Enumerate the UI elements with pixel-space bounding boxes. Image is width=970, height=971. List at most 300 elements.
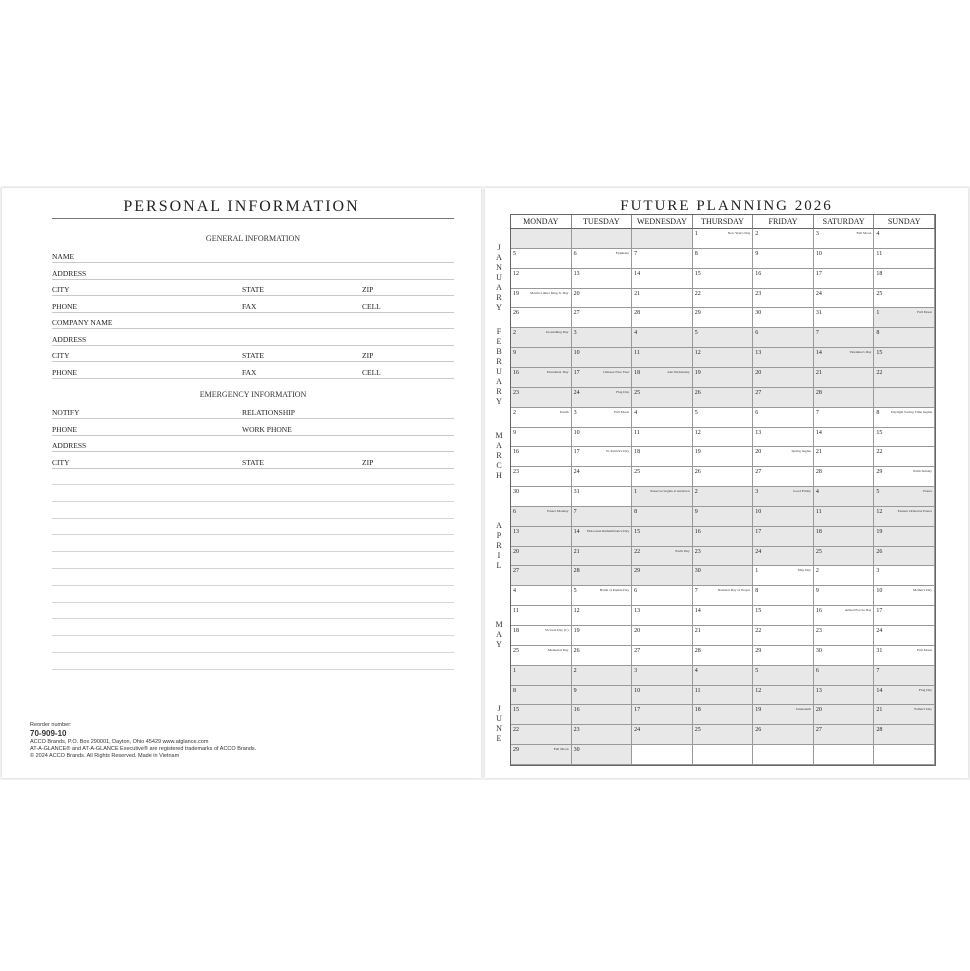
day-number: 10 — [634, 687, 641, 694]
day-number: 19 — [513, 290, 519, 297]
calendar-day-cell[interactable] — [693, 388, 754, 408]
calendar-day-cell[interactable] — [874, 368, 935, 388]
calendar-day-cell[interactable] — [693, 487, 754, 507]
calendar-day-cell[interactable] — [632, 527, 693, 547]
day-number: 7 — [694, 588, 698, 595]
note-line[interactable] — [52, 618, 454, 619]
general-info-row[interactable] — [52, 364, 454, 379]
field-label: NOTIFY — [52, 408, 80, 417]
day-number: 9 — [755, 250, 759, 257]
day-number: 20 — [755, 369, 762, 376]
calendar-day-cell[interactable] — [814, 626, 875, 646]
calendar-day-cell[interactable] — [572, 725, 633, 745]
calendar-day-cell[interactable] — [572, 348, 633, 368]
calendar-day-cell[interactable] — [511, 606, 572, 626]
calendar-day-cell[interactable] — [632, 666, 693, 686]
day-number: 16 — [755, 270, 762, 277]
calendar-day-cell[interactable] — [874, 507, 935, 527]
calendar-day-cell[interactable] — [814, 428, 875, 448]
calendar-day-cell[interactable] — [874, 408, 935, 428]
calendar-day-cell[interactable] — [693, 269, 754, 289]
calendar-day-cell[interactable] — [814, 527, 875, 547]
calendar-day-cell[interactable] — [572, 447, 633, 467]
calendar-day-cell[interactable] — [753, 308, 814, 328]
general-info-row[interactable] — [52, 281, 454, 296]
holiday-note: Groundhog Day — [545, 330, 569, 335]
holiday-note: Earth Day — [675, 548, 690, 553]
day-number: 18 — [694, 707, 701, 714]
day-number: 23 — [513, 469, 519, 476]
calendar-day-cell[interactable] — [753, 388, 814, 408]
calendar-day-cell[interactable] — [814, 586, 875, 606]
calendar-day-cell[interactable] — [693, 586, 754, 606]
day-number: 24 — [634, 727, 641, 734]
calendar-day-cell[interactable] — [632, 408, 693, 428]
calendar-day-cell[interactable] — [572, 368, 633, 388]
emergency-info-row[interactable] — [52, 421, 454, 436]
calendar-day-cell[interactable] — [814, 328, 875, 348]
calendar-day-cell[interactable] — [511, 428, 572, 448]
calendar-day-cell[interactable] — [632, 348, 693, 368]
calendar-day-cell[interactable] — [753, 527, 814, 547]
calendar-day-cell[interactable] — [632, 507, 693, 527]
holiday-note: Battle of Puebla Day — [599, 588, 630, 593]
calendar-day-cell[interactable] — [874, 229, 935, 249]
calendar-day-cell[interactable] — [511, 308, 572, 328]
calendar-day-cell[interactable] — [572, 269, 633, 289]
day-number: 19 — [694, 449, 701, 456]
calendar-day-cell[interactable] — [874, 745, 935, 765]
day-number: 15 — [876, 429, 883, 436]
calendar-day-cell[interactable] — [874, 289, 935, 309]
calendar-day-cell[interactable] — [511, 408, 572, 428]
day-number: 29 — [694, 310, 701, 317]
day-number: 28 — [573, 568, 580, 575]
calendar-day-cell[interactable] — [572, 289, 633, 309]
calendar-day-cell[interactable] — [632, 606, 693, 626]
calendar-day-cell[interactable] — [753, 487, 814, 507]
calendar-day-cell[interactable] — [632, 328, 693, 348]
calendar-day-cell[interactable] — [874, 686, 935, 706]
calendar-day-cell[interactable] — [632, 308, 693, 328]
calendar-day-cell[interactable] — [814, 308, 875, 328]
calendar-day-cell[interactable] — [693, 328, 754, 348]
calendar-day-cell[interactable] — [874, 606, 935, 626]
day-number: 19 — [694, 369, 701, 376]
calendar-day-cell[interactable] — [753, 686, 814, 706]
day-number: 20 — [513, 548, 519, 555]
holiday-note: New Year's Day — [727, 231, 751, 235]
day-number: 2 — [513, 330, 516, 337]
general-info-row[interactable] — [52, 248, 454, 263]
calendar-day-cell[interactable] — [632, 487, 693, 507]
calendar-day-cell[interactable] — [693, 745, 754, 765]
calendar-day-cell[interactable] — [693, 348, 754, 368]
general-info-row[interactable] — [52, 298, 454, 313]
day-number: 14 — [694, 608, 701, 615]
day-number: 16 — [513, 449, 519, 456]
field-label: RELATIONSHIP — [242, 408, 295, 417]
calendar-day-cell[interactable] — [814, 408, 875, 428]
emergency-info-row[interactable] — [52, 454, 454, 469]
day-number: 12 — [513, 270, 519, 277]
calendar-day-cell[interactable] — [874, 269, 935, 289]
calendar-day-cell[interactable] — [693, 308, 754, 328]
calendar-day-cell[interactable] — [632, 745, 693, 765]
calendar-day-cell[interactable] — [511, 249, 572, 269]
day-number: 13 — [513, 528, 519, 535]
calendar-day-cell[interactable] — [693, 447, 754, 467]
calendar-day-cell[interactable] — [874, 328, 935, 348]
calendar-day-cell[interactable] — [511, 646, 572, 666]
calendar-day-cell[interactable] — [572, 408, 633, 428]
calendar-day-cell[interactable] — [632, 626, 693, 646]
day-number: 24 — [815, 290, 822, 297]
calendar-day-cell[interactable] — [632, 368, 693, 388]
calendar-day-cell[interactable] — [753, 606, 814, 626]
calendar-day-cell[interactable] — [632, 269, 693, 289]
field-label: CELL — [362, 367, 381, 377]
calendar-day-cell[interactable] — [874, 348, 935, 368]
calendar-day-cell[interactable] — [753, 249, 814, 269]
day-number: 26 — [755, 727, 762, 734]
calendar-day-cell[interactable] — [511, 666, 572, 686]
general-info-row[interactable] — [52, 314, 454, 329]
day-number: 24 — [573, 469, 580, 476]
day-number: 21 — [634, 290, 641, 297]
calendar-day-cell[interactable] — [511, 388, 572, 408]
day-number: 18 — [815, 528, 822, 535]
calendar-day-cell[interactable] — [572, 527, 633, 547]
day-number: 30 — [815, 647, 822, 654]
calendar-day-cell[interactable] — [693, 686, 754, 706]
calendar-day-cell[interactable] — [753, 745, 814, 765]
footer-line: © 2024 ACCO Brands. All Rights Reserved. Made in Vietnam — [30, 753, 180, 759]
calendar-day-cell[interactable] — [693, 547, 754, 567]
general-info-row[interactable] — [52, 265, 454, 280]
calendar-day-cell[interactable] — [874, 447, 935, 467]
general-info-row[interactable] — [52, 331, 454, 346]
calendar-day-cell[interactable] — [572, 388, 633, 408]
calendar-day-cell[interactable] — [693, 229, 754, 249]
day-number: 7 — [815, 330, 819, 337]
calendar-day-cell[interactable] — [693, 606, 754, 626]
calendar-day-cell[interactable] — [753, 547, 814, 567]
calendar-day-cell[interactable] — [511, 626, 572, 646]
calendar-day-cell[interactable] — [572, 328, 633, 348]
calendar-day-cell[interactable] — [572, 428, 633, 448]
field-label: CITY — [52, 285, 70, 294]
day-number: 14 — [573, 528, 580, 535]
day-number: 6 — [815, 667, 819, 674]
note-line[interactable] — [52, 501, 454, 502]
calendar-day-cell[interactable] — [693, 705, 754, 725]
calendar-day-cell[interactable] — [632, 289, 693, 309]
day-number: 25 — [876, 290, 883, 297]
calendar-day-cell[interactable] — [753, 705, 814, 725]
calendar-day-cell[interactable] — [693, 467, 754, 487]
calendar-day-cell[interactable] — [572, 507, 633, 527]
field-label: NAME — [52, 252, 75, 261]
day-number: 23 — [513, 389, 519, 396]
note-line[interactable] — [52, 585, 454, 586]
calendar-day-cell[interactable] — [693, 626, 754, 646]
note-line[interactable] — [52, 551, 454, 552]
day-number: 3 — [573, 409, 577, 416]
day-number: 14 — [634, 270, 641, 277]
calendar-day-cell[interactable] — [874, 547, 935, 567]
day-number: 17 — [573, 449, 580, 456]
day-number: 25 — [694, 727, 701, 734]
calendar-day-cell[interactable] — [632, 229, 693, 249]
calendar-day-cell[interactable] — [753, 725, 814, 745]
note-line[interactable] — [52, 534, 454, 535]
calendar-day-cell[interactable] — [814, 725, 875, 745]
calendar-day-cell[interactable] — [632, 725, 693, 745]
calendar-day-cell[interactable] — [814, 705, 875, 725]
field-label: ZIP — [362, 457, 374, 467]
holiday-note: Armed Forces Day — [844, 608, 872, 613]
calendar-day-cell[interactable] — [814, 368, 875, 388]
calendar-day-cell[interactable] — [632, 566, 693, 586]
calendar-day-cell[interactable] — [693, 666, 754, 686]
calendar-day-cell[interactable] — [572, 467, 633, 487]
calendar-day-cell[interactable] — [632, 428, 693, 448]
calendar-day-cell[interactable] — [632, 705, 693, 725]
note-line[interactable] — [52, 602, 454, 603]
calendar-day-cell[interactable] — [511, 487, 572, 507]
day-number: 5 — [876, 489, 880, 496]
day-number: 12 — [876, 508, 883, 515]
calendar-day-cell[interactable] — [632, 646, 693, 666]
holiday-note: Presidents' Day — [546, 369, 569, 374]
calendar-day-cell[interactable] — [511, 725, 572, 745]
calendar-day-cell[interactable] — [753, 666, 814, 686]
calendar-day-cell[interactable] — [693, 368, 754, 388]
calendar-day-cell[interactable] — [693, 646, 754, 666]
calendar-day-cell[interactable] — [753, 507, 814, 527]
day-number: 19 — [573, 628, 580, 635]
calendar-day-cell[interactable] — [572, 586, 633, 606]
calendar-day-cell[interactable] — [814, 745, 875, 765]
calendar-day-cell[interactable] — [814, 229, 875, 249]
calendar-day-cell[interactable] — [511, 328, 572, 348]
day-number: 29 — [876, 469, 883, 476]
day-number: 4 — [513, 588, 516, 595]
note-line[interactable] — [52, 518, 454, 519]
day-number: 25 — [634, 389, 641, 396]
calendar-day-cell[interactable] — [572, 705, 633, 725]
holiday-note: Full Moon — [614, 409, 630, 414]
calendar-day-cell[interactable] — [874, 646, 935, 666]
calendar-day-cell[interactable] — [753, 229, 814, 249]
calendar-day-cell[interactable] — [511, 229, 572, 249]
day-number: 30 — [755, 310, 762, 317]
day-number: 28 — [634, 310, 641, 317]
day-number: 22 — [513, 727, 519, 734]
calendar-day-cell[interactable] — [814, 269, 875, 289]
calendar-day-cell[interactable] — [753, 269, 814, 289]
calendar-day-cell[interactable] — [572, 308, 633, 328]
calendar-day-cell[interactable] — [693, 725, 754, 745]
calendar-day-cell[interactable] — [693, 527, 754, 547]
day-number: 3 — [755, 489, 759, 496]
day-number: 31 — [876, 647, 883, 654]
calendar-day-cell[interactable] — [632, 586, 693, 606]
calendar-day-cell[interactable] — [753, 626, 814, 646]
calendar-day-cell[interactable] — [814, 646, 875, 666]
day-number: 29 — [755, 647, 762, 654]
calendar-day-cell[interactable] — [572, 566, 633, 586]
calendar-day-cell[interactable] — [814, 467, 875, 487]
calendar-day-cell[interactable] — [814, 388, 875, 408]
calendar-day-cell[interactable] — [693, 249, 754, 269]
calendar-day-cell[interactable] — [814, 289, 875, 309]
day-number: 4 — [694, 667, 698, 674]
calendar-day-cell[interactable] — [511, 686, 572, 706]
month-label: J U N E — [496, 704, 502, 744]
calendar-day-cell[interactable] — [874, 626, 935, 646]
calendar-day-cell[interactable] — [632, 388, 693, 408]
calendar-day-cell[interactable] — [572, 646, 633, 666]
calendar-day-cell[interactable] — [511, 289, 572, 309]
field-label: CITY — [52, 457, 70, 467]
day-number: 27 — [755, 469, 762, 476]
note-line[interactable] — [52, 652, 454, 653]
calendar-day-cell[interactable] — [874, 666, 935, 686]
holiday-note: Full Moon — [917, 310, 932, 315]
day-number: 9 — [573, 687, 577, 694]
calendar-day-cell[interactable] — [632, 467, 693, 487]
calendar-day-cell[interactable] — [632, 249, 693, 269]
calendar-day-cell[interactable] — [814, 686, 875, 706]
holiday-note: Easter — [923, 489, 932, 494]
general-info-row[interactable] — [52, 347, 454, 362]
note-line[interactable] — [52, 484, 454, 485]
day-number: 24 — [876, 628, 883, 635]
calendar-day-cell[interactable] — [572, 666, 633, 686]
day-number: 10 — [573, 429, 580, 436]
calendar-day-cell[interactable] — [693, 289, 754, 309]
calendar-day-cell[interactable] — [511, 447, 572, 467]
calendar-day-cell[interactable] — [572, 229, 633, 249]
calendar-day-cell[interactable] — [753, 289, 814, 309]
calendar-day-cell[interactable] — [572, 547, 633, 567]
calendar-day-cell[interactable] — [753, 408, 814, 428]
calendar-day-cell[interactable] — [511, 566, 572, 586]
day-number: 27 — [573, 310, 580, 317]
calendar-day-cell[interactable] — [874, 249, 935, 269]
day-number: 31 — [815, 310, 822, 317]
calendar-day-cell[interactable] — [511, 527, 572, 547]
calendar-day-cell[interactable] — [511, 507, 572, 527]
day-number: 11 — [634, 429, 640, 436]
calendar-day-cell[interactable] — [874, 308, 935, 328]
calendar-day-cell[interactable] — [572, 249, 633, 269]
holiday-note: Epiphany — [615, 250, 630, 255]
calendar-day-cell[interactable] — [753, 646, 814, 666]
calendar-day-cell[interactable] — [753, 328, 814, 348]
calendar-day-cell[interactable] — [572, 626, 633, 646]
day-number: 11 — [513, 608, 519, 615]
calendar-day-cell[interactable] — [753, 348, 814, 368]
calendar-day-cell[interactable] — [753, 447, 814, 467]
calendar-day-cell[interactable] — [814, 447, 875, 467]
calendar-day-cell[interactable] — [511, 348, 572, 368]
calendar-day-cell[interactable] — [753, 566, 814, 586]
calendar-day-cell[interactable] — [511, 269, 572, 289]
calendar-day-cell[interactable] — [511, 705, 572, 725]
calendar-day-cell[interactable] — [572, 487, 633, 507]
calendar-day-cell[interactable] — [693, 428, 754, 448]
calendar-day-cell[interactable] — [572, 745, 633, 765]
day-number: 2 — [513, 409, 516, 416]
calendar-day-cell[interactable] — [874, 725, 935, 745]
calendar-day-cell[interactable] — [511, 745, 572, 765]
calendar-day-cell[interactable] — [572, 686, 633, 706]
weekday-header: THURSDAY — [693, 215, 754, 229]
calendar-day-cell[interactable] — [814, 487, 875, 507]
calendar-day-cell[interactable] — [814, 606, 875, 626]
calendar-day-cell[interactable] — [693, 408, 754, 428]
calendar-day-cell[interactable] — [874, 428, 935, 448]
calendar-day-cell[interactable] — [874, 527, 935, 547]
calendar-day-cell[interactable] — [874, 388, 935, 408]
calendar-day-cell[interactable] — [814, 547, 875, 567]
calendar-day-cell[interactable] — [874, 487, 935, 507]
calendar-day-cell[interactable] — [693, 507, 754, 527]
calendar-day-cell[interactable] — [814, 566, 875, 586]
calendar-day-cell[interactable] — [814, 666, 875, 686]
calendar-day-cell[interactable] — [814, 249, 875, 269]
calendar-day-cell[interactable] — [874, 705, 935, 725]
calendar-day-cell[interactable] — [632, 686, 693, 706]
calendar-day-cell[interactable] — [511, 547, 572, 567]
day-number: 13 — [755, 429, 762, 436]
calendar-day-cell[interactable] — [814, 507, 875, 527]
calendar-day-cell[interactable] — [511, 467, 572, 487]
note-line[interactable] — [52, 669, 454, 670]
calendar-day-cell[interactable] — [632, 547, 693, 567]
holiday-note: May Day — [797, 568, 811, 573]
emergency-info-row[interactable] — [52, 404, 454, 419]
holiday-note: Victoria Day (C) — [545, 628, 569, 633]
calendar-day-cell[interactable] — [753, 586, 814, 606]
calendar-day-cell[interactable] — [753, 368, 814, 388]
calendar-day-cell[interactable] — [753, 467, 814, 487]
calendar-day-cell[interactable] — [572, 606, 633, 626]
day-number: 17 — [815, 270, 822, 277]
day-number: 17 — [573, 369, 580, 376]
calendar-day-cell[interactable] — [874, 586, 935, 606]
calendar-day-cell[interactable] — [874, 566, 935, 586]
footer — [30, 722, 256, 760]
calendar-day-cell[interactable] — [511, 368, 572, 388]
emergency-info-row[interactable] — [52, 437, 454, 452]
day-number: 15 — [513, 707, 519, 714]
calendar-day-cell[interactable] — [814, 348, 875, 368]
calendar-day-cell[interactable] — [632, 447, 693, 467]
calendar-day-cell[interactable] — [874, 467, 935, 487]
note-line[interactable] — [52, 635, 454, 636]
note-line[interactable] — [52, 568, 454, 569]
field-label: COMPANY NAME — [52, 318, 113, 327]
calendar-day-cell[interactable] — [753, 428, 814, 448]
calendar-day-cell[interactable] — [693, 566, 754, 586]
day-number: 14 — [815, 429, 822, 436]
holiday-note: Chinese New Year — [603, 369, 630, 374]
calendar-day-cell[interactable] — [511, 586, 572, 606]
